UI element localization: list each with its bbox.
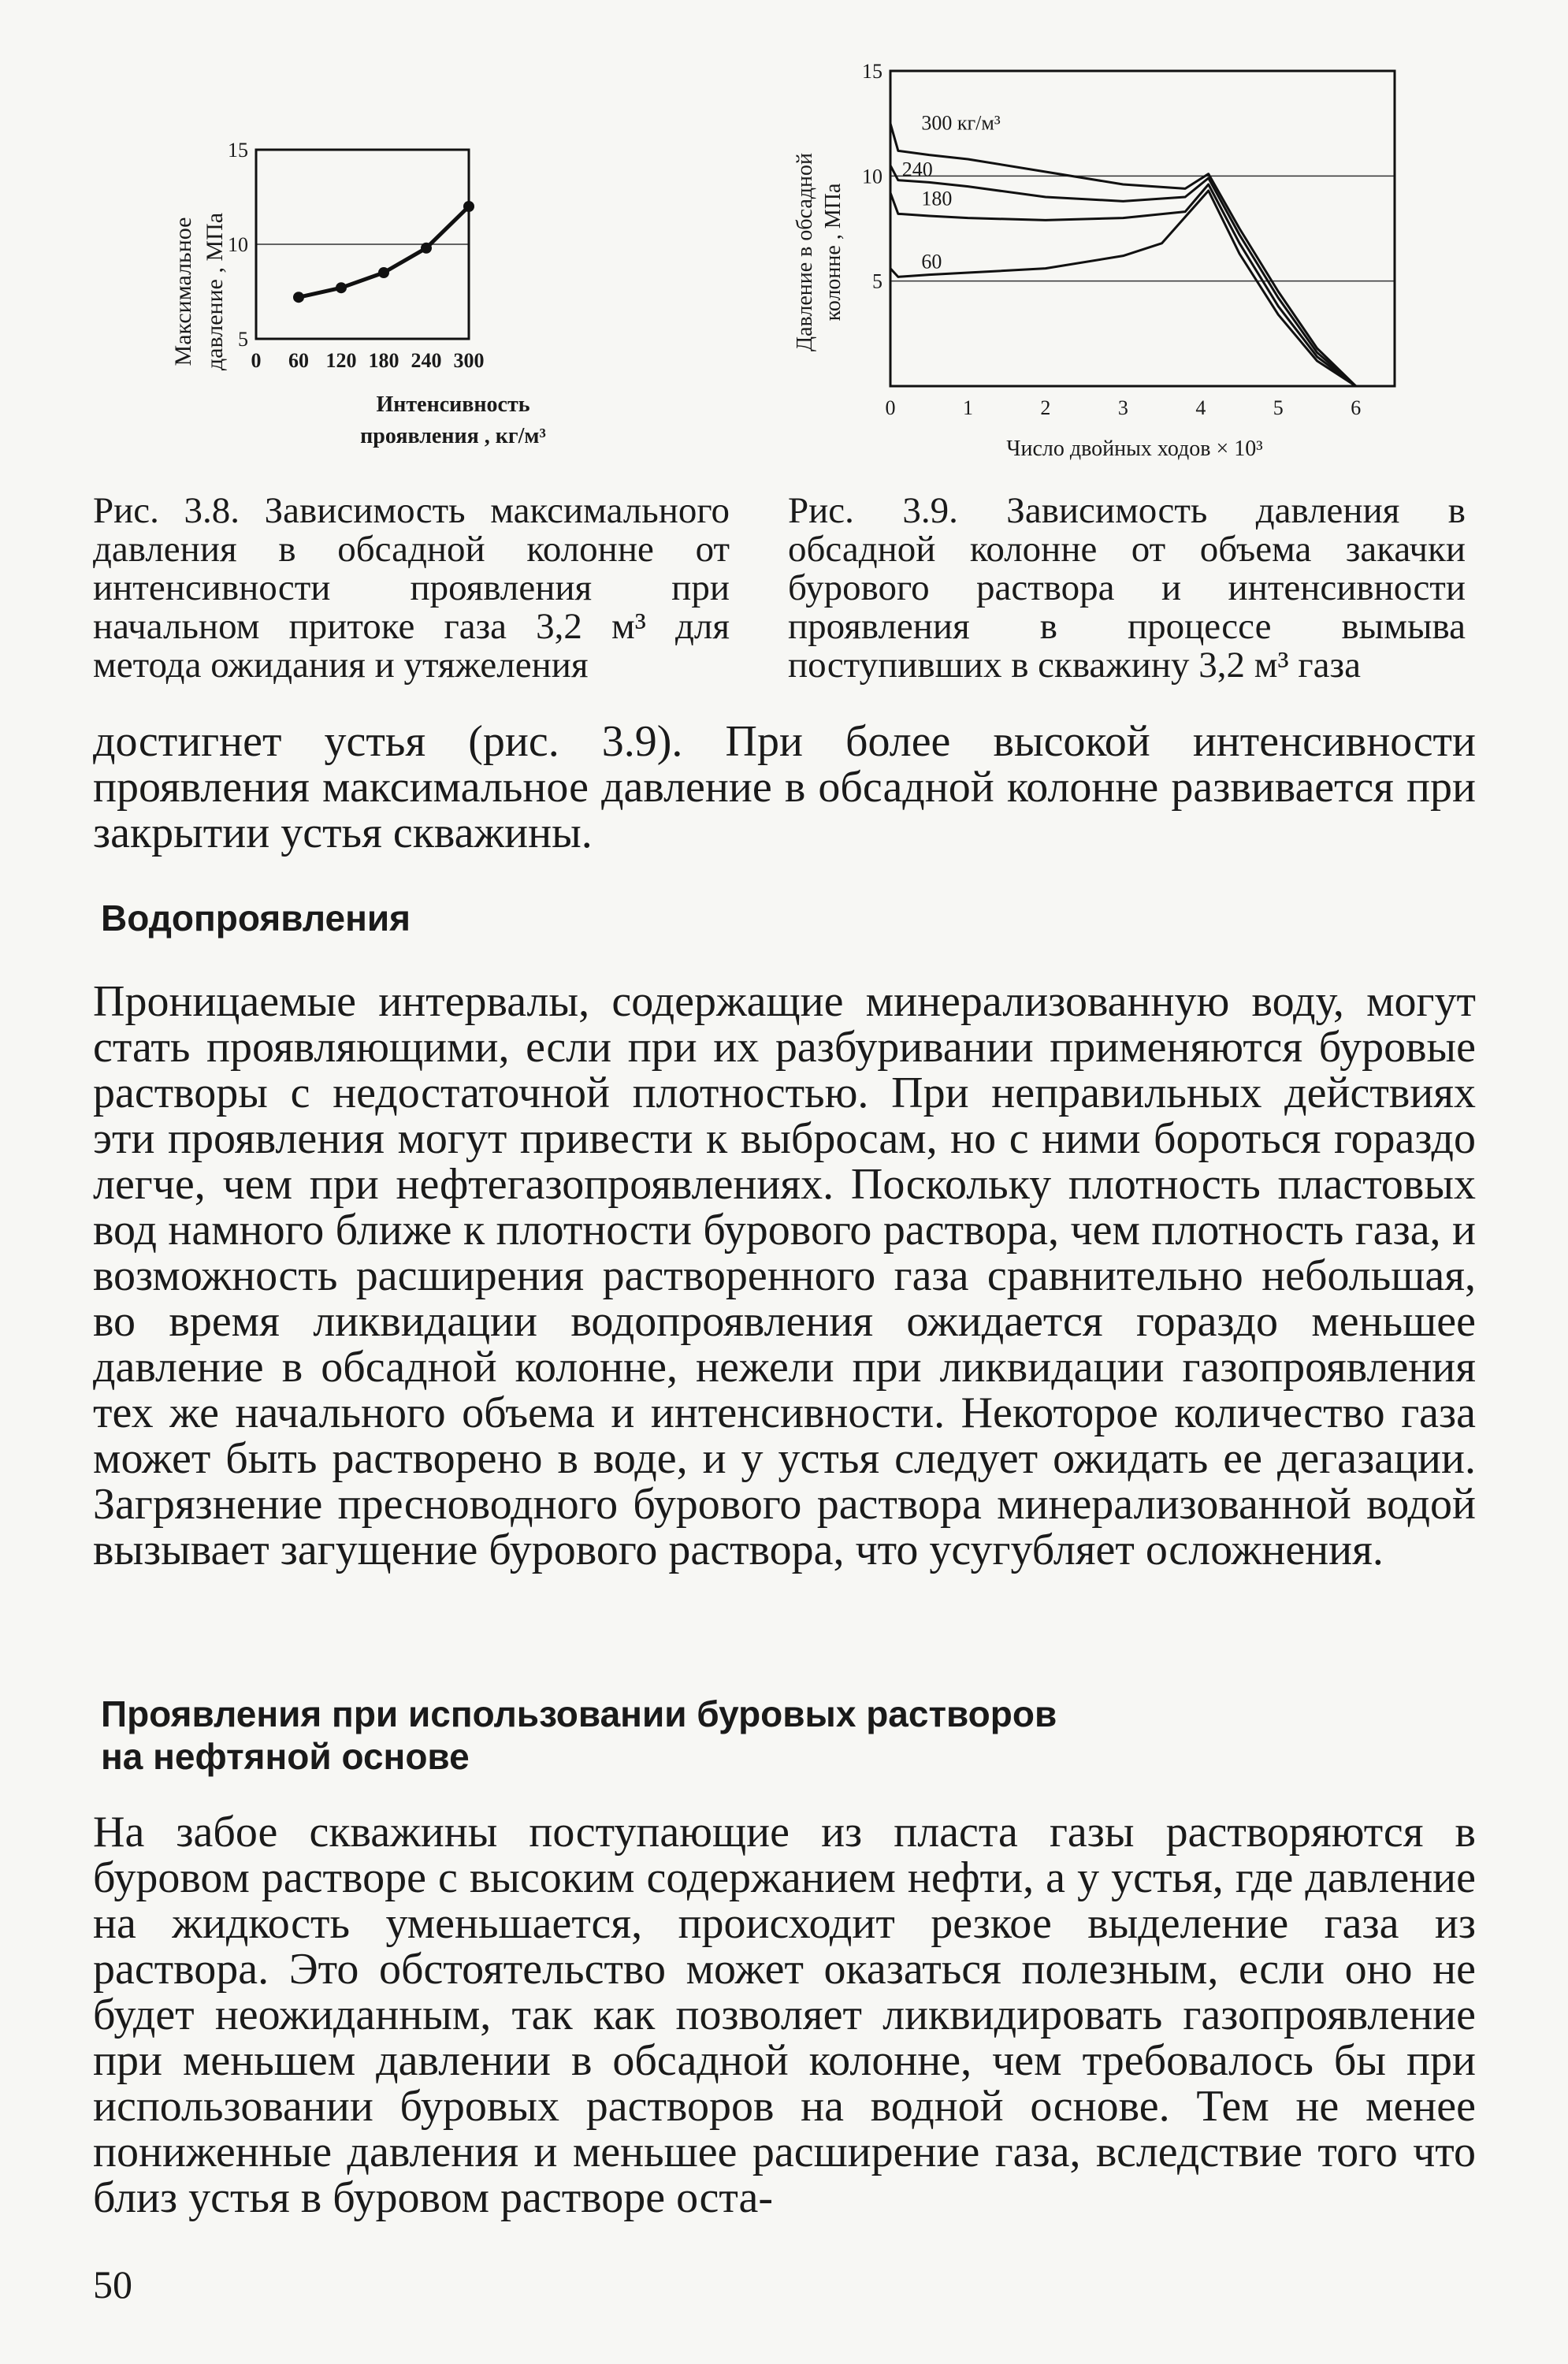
figure-3-8 (158, 118, 693, 465)
series-label: 180 (921, 187, 953, 210)
series-label: 240 (901, 158, 933, 181)
figure-3-9 (788, 47, 1403, 473)
y-axis-label-line2: давление , МПа (202, 212, 228, 371)
data-point (463, 201, 474, 212)
x-tick-label: 3 (1117, 396, 1128, 419)
y-tick-label: 10 (228, 233, 248, 256)
x-axis-label-line1: Интенсивность (376, 392, 530, 417)
y-tick-label: 5 (238, 328, 248, 351)
y-axis-label-line2: колонне , МПа (821, 183, 845, 322)
x-tick-label: 2 (1040, 396, 1051, 419)
paragraph-water-influx: Проницаемые интервалы, содержащие минерализованную воду, могут стать проявляющими, если при их разбуривании применяются буровые растворы с недостаточной плотностью. При неправильных действиях эти проявления могут привести к выбросам, но с ними бороться гораздо легче, чем при нефтегазопроявлениях. Поскольку плотность пластовых вод намного ближе к плотности бурового раствора, чем плотность газа, и возможность расширения растворенного газа сравнительно небольшая, во время ликвидации водопроявления ожидается гораздо меньшее давление в обсадной колонне, нежели при ликвидации газопроявления тех же начального объема и интенсивности. Некоторое количество газа может быть растворено в воде, и у устья следует ожидать ее дегазации. Загрязнение пресноводного бурового раствора минерализованной водой вызывает загущение бурового раствора, что усугубляет осложнения. (93, 977, 1476, 1574)
series-line (890, 191, 1356, 386)
paragraph-continuation: достигнет устья (рис. 3.9). При более высокой интенсивности проявления максимальное давление в обсадной колонне развивается при закрытии устья скважины. (93, 717, 1476, 857)
figure-3-9-chart (788, 47, 1403, 473)
y-tick-label: 15 (228, 139, 248, 162)
y-tick-label: 15 (862, 60, 882, 83)
x-tick-label: 0 (251, 349, 262, 372)
y-axis-label-line1: Давление в обсадной (793, 152, 817, 352)
series-line (890, 184, 1356, 386)
x-tick-label: 180 (368, 349, 399, 372)
paragraph-oil-based-muds: На забое скважины поступающие из пласта газы растворяются в буровом растворе с высоким содержанием нефти, а у устья, где давление на жидкость уменьшается, происходит резкое выделение газа из раствора. Это обстоятельство может оказаться полезным, если оно не будет неожиданным, так как позволяет ликвидировать газопроявление при меньшем давлении в обсадной колонне, чем требовалось бы при использовании буровых растворов на водной основе. Тем не менее пониженные давления и меньшее расширение газа, вследствие того что близ устья в буровом растворе оста- (93, 1808, 1476, 2222)
series-label: 60 (921, 250, 942, 273)
figure-3-8-caption: Рис. 3.8. Зависимость максимального давления в обсадной колонне от интенсивности проявления при начальном притоке газа 3,2 м³ для метода ожидания и утяжеления (93, 490, 730, 686)
series-line (299, 206, 469, 297)
heading-oil-line-2: на нефтяной основе (101, 1736, 470, 1777)
x-tick-label: 4 (1195, 396, 1206, 419)
heading-water-influx: Водопроявления (101, 898, 411, 939)
x-tick-label: 1 (962, 396, 973, 419)
x-tick-label: 0 (885, 396, 896, 419)
data-point (336, 282, 347, 293)
x-axis-label-line2: проявления , кг/м³ (360, 424, 546, 448)
data-point (378, 267, 389, 278)
x-tick-label: 120 (325, 349, 357, 372)
x-tick-label: 60 (288, 349, 309, 372)
x-tick-label: 300 (453, 349, 485, 372)
series-line (890, 165, 1356, 386)
figure-3-9-caption: Рис. 3.9. Зависимость давления в обсадной колонне от объема закачки бурового раствора и интенсивности проявления в процессе вымыва поступивших в скважину 3,2 м³ газа (788, 490, 1466, 686)
y-axis-label-line1: Максимальное (170, 217, 196, 366)
heading-oil-based-muds (101, 1693, 1057, 1778)
page-number: 50 (93, 2262, 132, 2306)
x-tick-label: 240 (411, 349, 442, 372)
x-tick-label: 6 (1351, 396, 1362, 419)
figure-3-8-chart (158, 118, 693, 465)
series-label: 300 кг/м³ (921, 111, 1001, 135)
heading-oil-line-1: Проявления при использовании буровых растворов (101, 1693, 1057, 1734)
x-axis-label: Число двойных ходов × 10³ (1006, 437, 1263, 461)
data-point (421, 243, 432, 254)
y-tick-label: 5 (872, 269, 882, 293)
x-tick-label: 5 (1273, 396, 1284, 419)
data-point (293, 292, 304, 303)
y-tick-label: 10 (862, 165, 882, 188)
